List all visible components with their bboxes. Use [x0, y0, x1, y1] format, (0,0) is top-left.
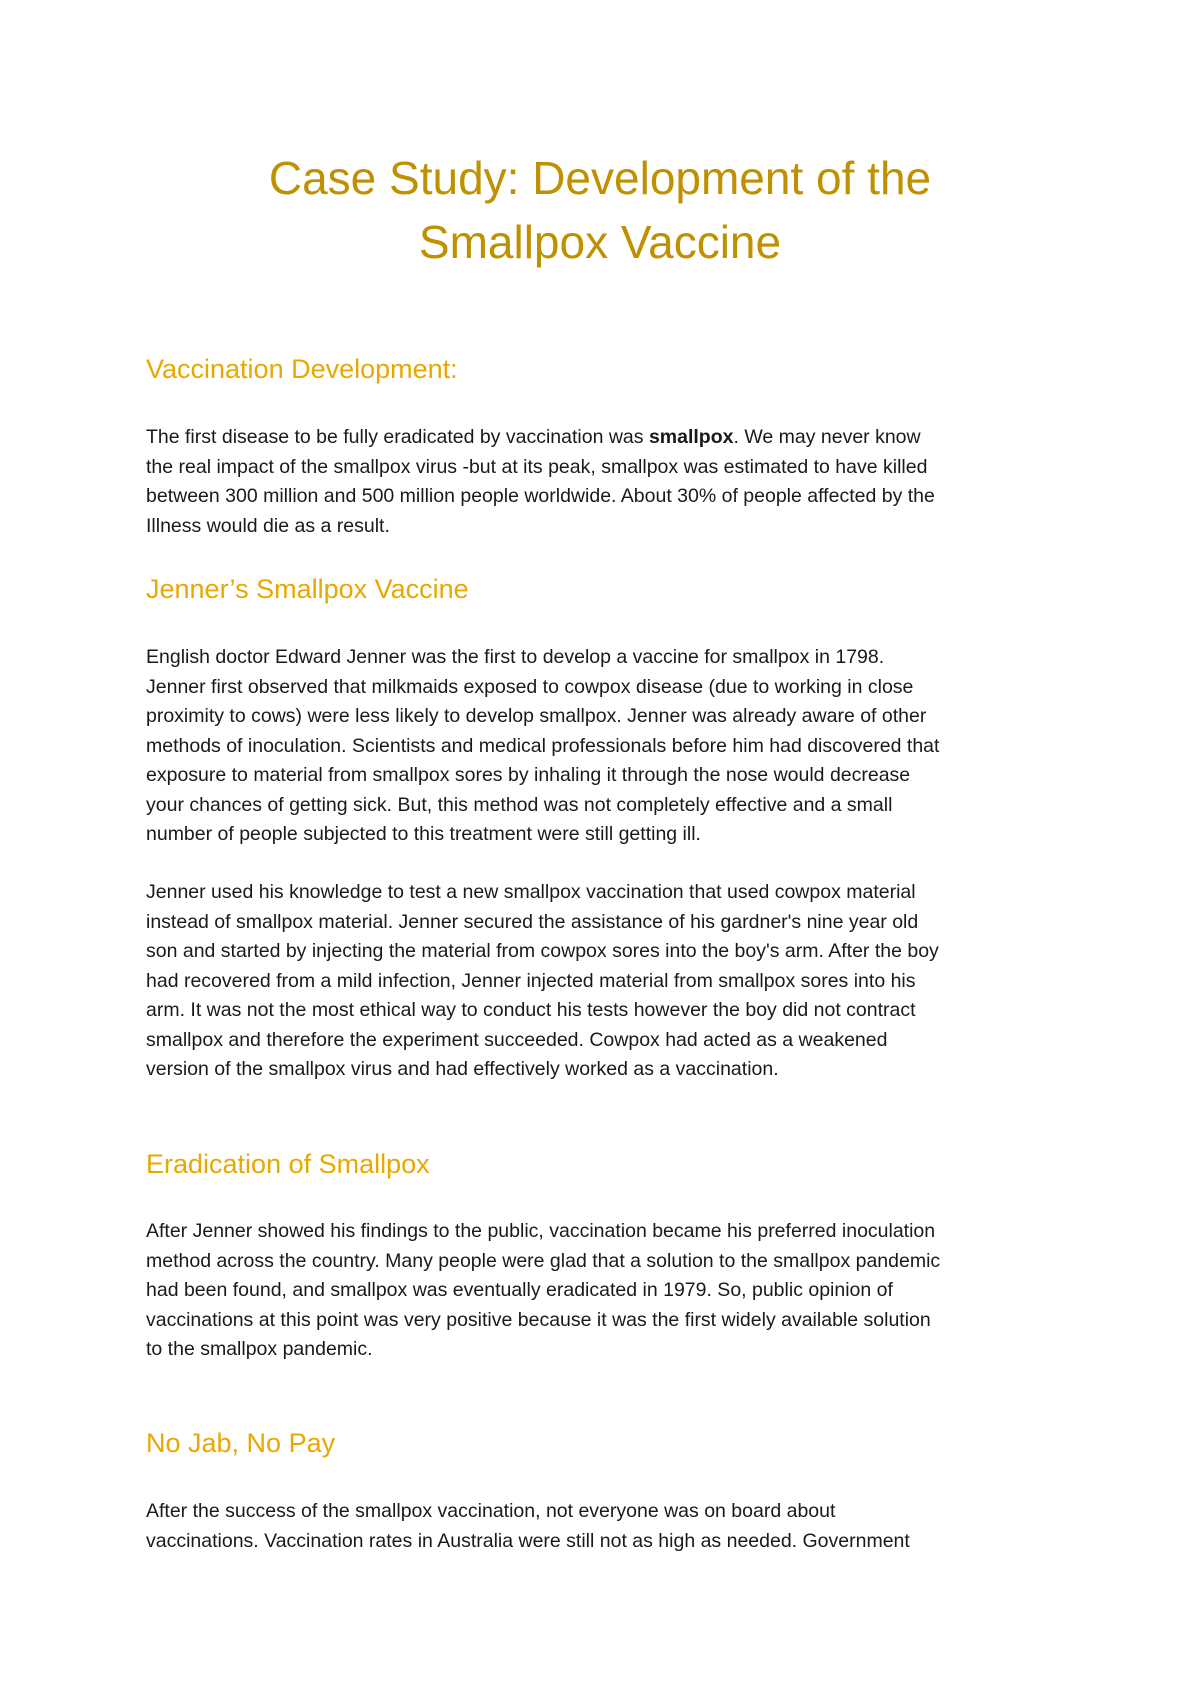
paragraph-line: Jenner first observed that milkmaids exposed to cowpox disease (due to working in close [146, 675, 914, 698]
paragraph-line: version of the smallpox virus and had effectively worked as a vaccination. [146, 1058, 779, 1080]
paragraph-vaccination-development [146, 423, 1076, 541]
paragraph-line: your chances of getting sick. But, this method was not completely effective and a small [146, 793, 893, 816]
paragraph-line: The first disease to be fully eradicated by vaccination was smallpox. We may never know [146, 426, 921, 448]
paragraph-line: the real impact of the smallpox virus -but at its peak, smallpox was estimated to have killed [146, 455, 928, 478]
paragraph-line: had recovered from a mild infection, Jenner injected material from smallpox sores into his [146, 969, 916, 992]
title-line-1: Case Study: Development of the [268, 152, 932, 204]
paragraph-line: proximity to cows) were less likely to develop smallpox. Jenner was already aware of other [146, 705, 927, 727]
paragraph-line: arm. It was not the most ethical way to conduct his tests however the boy did not contract [146, 999, 916, 1021]
section-heading-jenners-vaccine: Jenner’s Smallpox Vaccine [146, 574, 469, 604]
section-heading-eradication: Eradication of Smallpox [146, 1149, 430, 1179]
paragraph-line: Jenner used his knowledge to test a new smallpox vaccination that used cowpox material [146, 881, 916, 903]
paragraph-no-jab-no-pay [146, 1497, 1076, 1556]
paragraph-jenner-2 [146, 878, 1076, 1085]
paragraph-jenner-1 [146, 643, 1076, 850]
paragraph-line: to the smallpox pandemic. [146, 1338, 373, 1360]
section-heading-vaccination-development: Vaccination Development: [146, 354, 458, 384]
paragraph-line: vaccinations. Vaccination rates in Australia were still not as high as needed. Government [146, 1529, 910, 1552]
section-heading-no-jab-no-pay: No Jab, No Pay [146, 1428, 336, 1458]
paragraph-eradication [146, 1217, 1076, 1365]
bold-term-smallpox: smallpox [648, 426, 734, 448]
paragraph-line: exposure to material from smallpox sores by inhaling it through the nose would decrease [146, 764, 911, 786]
paragraph-line: method across the country. Many people were glad that a solution to the smallpox pandemic [146, 1249, 941, 1272]
paragraph-line: After Jenner showed his findings to the public, vaccination became his preferred inoculation [146, 1220, 936, 1242]
paragraph-line: had been found, and smallpox was eventually eradicated in 1979. So, public opinion of [146, 1279, 893, 1301]
paragraph-line: instead of smallpox material. Jenner secured the assistance of his gardner's nine year old [146, 910, 919, 933]
paragraph-line: number of people subjected to this treatment were still getting ill. [146, 823, 701, 845]
title-line-2: Smallpox Vaccine [418, 216, 782, 268]
page-title [0, 146, 1200, 274]
paragraph-line: English doctor Edward Jenner was the first to develop a vaccine for smallpox in 1798. [146, 646, 885, 668]
paragraph-line: smallpox and therefore the experiment succeeded. Cowpox had acted as a weakened [146, 1028, 888, 1051]
paragraph-line: between 300 million and 500 million people worldwide. About 30% of people affected by the [146, 485, 935, 507]
paragraph-line: son and started by injecting the material from cowpox sores into the boy's arm. After the boy [146, 940, 939, 962]
paragraph-line: After the success of the smallpox vaccination, not everyone was on board about [146, 1500, 836, 1522]
paragraph-line: vaccinations at this point was very positive because it was the first widely available solution [146, 1308, 931, 1331]
paragraph-line: methods of inoculation. Scientists and medical professionals before him had discovered that [146, 734, 940, 757]
paragraph-line: Illness would die as a result. [146, 514, 390, 537]
